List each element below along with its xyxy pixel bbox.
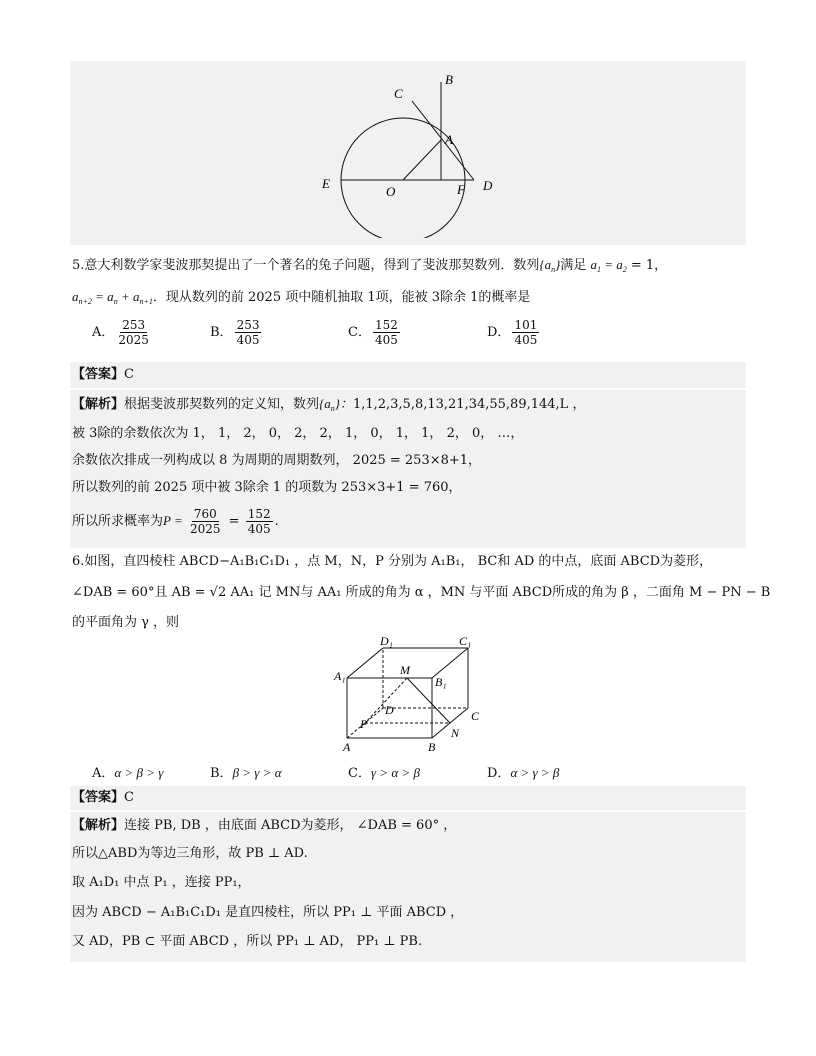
label-o: O xyxy=(386,184,396,199)
label-a: A xyxy=(343,740,351,754)
analysis6-line5: 又 AD，PB ⊂ 平面 ABCD ，所以 PP₁ ⊥ AD， PP₁ ⊥ PB. xyxy=(72,934,423,949)
q5-line1 xyxy=(72,256,667,279)
tangent-cd xyxy=(412,101,474,180)
answer6-panel xyxy=(70,786,746,810)
analysis5-line1: 【解析】根据斐波那契数列的定义知，数列$\{a_n\}$：1,1,2,3,5,8,13,21,34,55,89,144,L ， xyxy=(72,396,586,413)
q5-text-a: 5.意大利数学家斐波那契提出了一个著名的兔子问题，得到了斐波那契数列．数列 xyxy=(72,258,540,273)
q5-seq: $\{a_n\}$ xyxy=(539,257,561,274)
q5-line2 xyxy=(72,288,530,311)
answer5: 【答案】C xyxy=(72,367,134,382)
prism-figure xyxy=(330,634,490,756)
q5-option-b[interactable]: B． $\frac{253}{405}$ xyxy=(210,318,260,347)
label-n: N xyxy=(451,726,460,740)
edge-b1c1 xyxy=(432,648,468,678)
q6-option-d[interactable]: D．α > γ > β xyxy=(487,765,560,781)
edge-a1d1 xyxy=(347,648,383,678)
analysis6-line1: 【解析】连接 PB, DB ，由底面 ABCD为菱形， ∠DAB = 60° ， xyxy=(72,818,457,833)
label-c: C xyxy=(394,86,403,101)
q6-option-b[interactable]: B．β > γ > α xyxy=(210,765,282,781)
label-p: P xyxy=(360,717,368,731)
analysis5-line2: 被 3除的余数依次为 1， 1， 2， 0， 2， 2， 1， 0， 1， 1， 2， 0， …， xyxy=(72,426,524,441)
q6-option-c[interactable]: C．γ > α > β xyxy=(348,765,420,781)
q5-option-c[interactable]: C． $\frac{152}{405}$ xyxy=(348,318,398,347)
q6-line3: 的平面角为 γ ，则 xyxy=(72,615,180,630)
label-b: B xyxy=(445,72,453,87)
label-e: E xyxy=(322,176,330,191)
analysis6-line3: 取 A₁D₁ 中点 P₁ ，连接 PP₁， xyxy=(72,875,251,890)
q5-recurrence: $a_{n+2} = a_n + a_{n+1}$ xyxy=(72,289,153,306)
label-f: F xyxy=(457,182,465,197)
label-c: C xyxy=(471,709,480,723)
q5-cond-end: = 1， xyxy=(626,258,668,273)
q6-option-a[interactable]: A．α > β > γ xyxy=(92,765,164,781)
answer6: 【答案】C xyxy=(72,790,134,805)
q5-option-d[interactable]: D． $\frac{101}{405}$ xyxy=(487,318,538,347)
q6-line1: 6.如图，直四棱柱 ABCD−A₁B₁C₁D₁ ，点 M，N，P 分别为 A₁B₁， BC和 AD 的中点，底面 ABCD为菱形， xyxy=(72,554,713,569)
label-m: M xyxy=(400,663,410,677)
q5-option-a[interactable]: A． $\frac{253}{2025}$ xyxy=(92,318,149,347)
analysis6-line4: 因为 ABCD − A₁B₁C₁D₁ 是直四棱柱，所以 PP₁ ⊥ 平面 ABCD ， xyxy=(72,905,464,920)
label-b1: B₁ xyxy=(435,675,447,689)
circle-tangent-figure xyxy=(300,68,520,238)
label-d: D xyxy=(483,178,493,193)
answer5-panel xyxy=(70,362,746,388)
label-a1: A₁ xyxy=(334,669,346,683)
analysis5-line4: 所以数列的前 2025 项中被 3除余 1 的项数为 253×3+1 = 760， xyxy=(72,480,462,495)
q5-text-c: ．现从数列的前 2025 项中随机抽取 1项，能被 3除余 1的概率是 xyxy=(152,290,531,305)
q6-line2: ∠DAB = 60°且 AB = √2 AA₁ 记 MN与 AA₁ 所成的角为 α ，MN 与平面 ABCD所成的角为 β ，二面角 M − PN − B xyxy=(72,585,771,600)
label-c1: C₁ xyxy=(459,634,472,648)
analysis6-line2: 所以△ABD为等边三角形，故 PB ⊥ AD. xyxy=(72,846,308,861)
line-oa xyxy=(403,140,441,180)
q5-condition: $a_1 = a_2$ xyxy=(590,257,627,274)
label-a: A xyxy=(445,132,453,147)
analysis5-line3: 余数依次排成一列构成以 8 为周期的周期数列， 2025 = 253×8+1， xyxy=(72,453,482,468)
label-d1: D₁ xyxy=(380,634,393,648)
label-d: D xyxy=(385,703,394,717)
label-b: B xyxy=(428,740,436,754)
analysis5-line5: 所以所求概率为P = $\frac{760}{2025}$ = $\frac{152}{405}$ . xyxy=(72,507,279,536)
q5-text-b: 满足 xyxy=(560,258,587,273)
